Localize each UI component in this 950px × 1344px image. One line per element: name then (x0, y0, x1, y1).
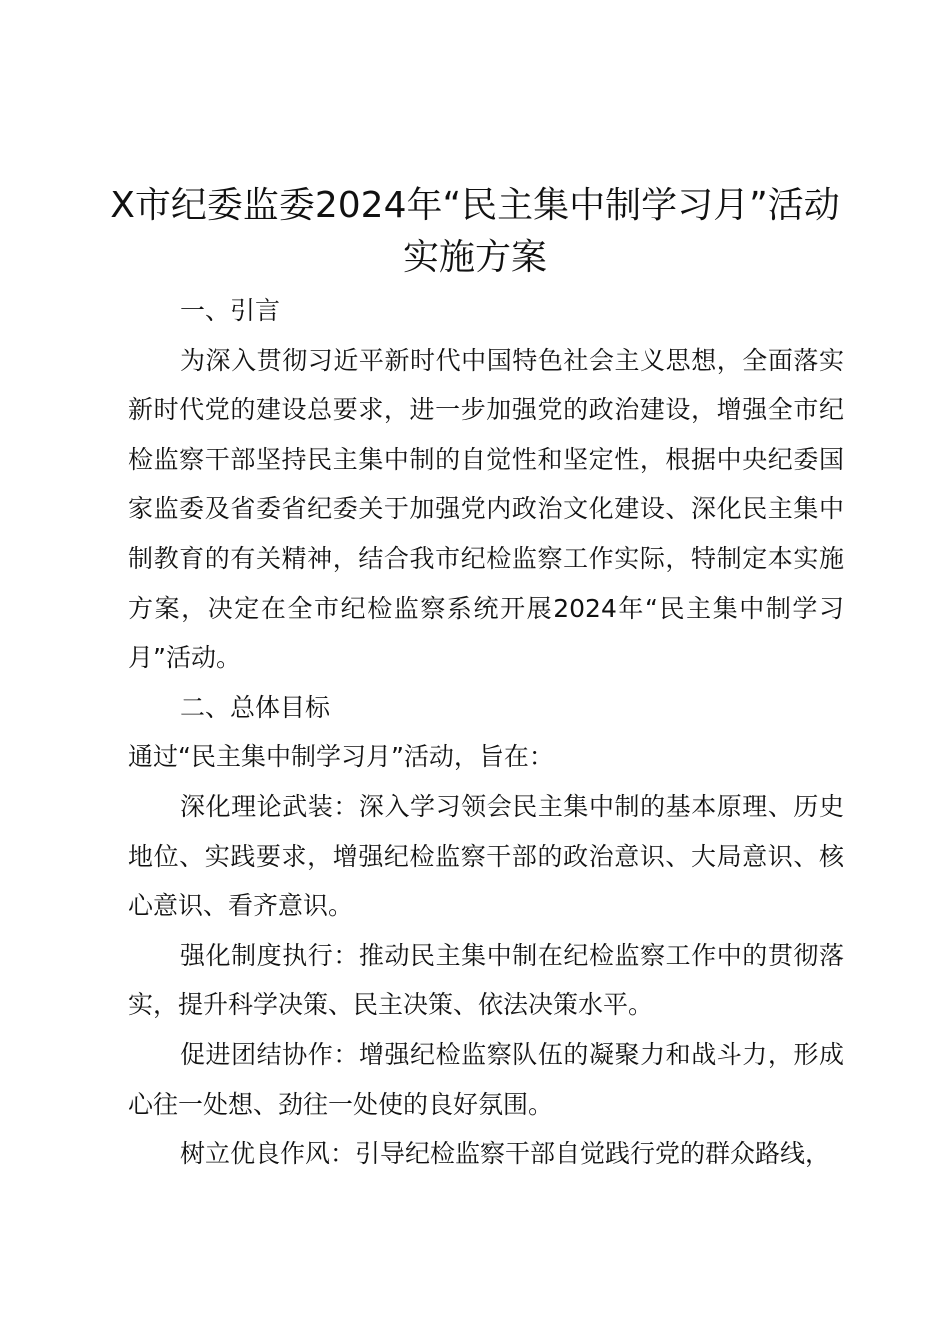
goals-lead-paragraph: 通过“民主集中制学习月”活动，旨在： (128, 742, 554, 772)
document-title: X市纪委监委2024年“民主集中制学习月”活动实施方案 (110, 185, 840, 278)
goal-paragraph-theory: 深化理论武装：深入学习领会民主集中制的基本原理、历史地位、实践要求，增强纪检监察干部的政治意识、大局意识、核心意识、看齐意识。 (128, 791, 844, 921)
goal-paragraph-unity: 促进团结协作：增强纪检监察队伍的凝聚力和战斗力，形成心往一处想、劲往一处使的良好氛围。 (128, 1039, 844, 1119)
document-body (128, 286, 844, 1179)
goal-paragraph-system: 强化制度执行：推动民主集中制在纪检监察工作中的贯彻落实，提升科学决策、民主决策、依法决策水平。 (128, 940, 844, 1020)
section-heading-overall-goals: 二、总体目标 (180, 692, 331, 722)
section-heading-introduction: 一、引言 (180, 296, 281, 325)
introduction-paragraph: 为深入贯彻习近平新时代中国特色社会主义思想，全面落实新时代党的建设总要求，进一步加强党的政治建设，增强全市纪检监察干部坚持民主集中制的自觉性和坚定性，根据中央纪委国家监委及省委省纪委关于加强党内政治文化建设、深化民主集中制教育的有关精神，结合我市纪检监察工作实际，特制定本实施方案，决定在全市纪检监察系统开展2024年“民主集中制学习月”活动。 (128, 345, 844, 673)
goal-paragraph-style: 树立优良作风：引导纪检监察干部自觉践行党的群众路线， (180, 1139, 831, 1169)
